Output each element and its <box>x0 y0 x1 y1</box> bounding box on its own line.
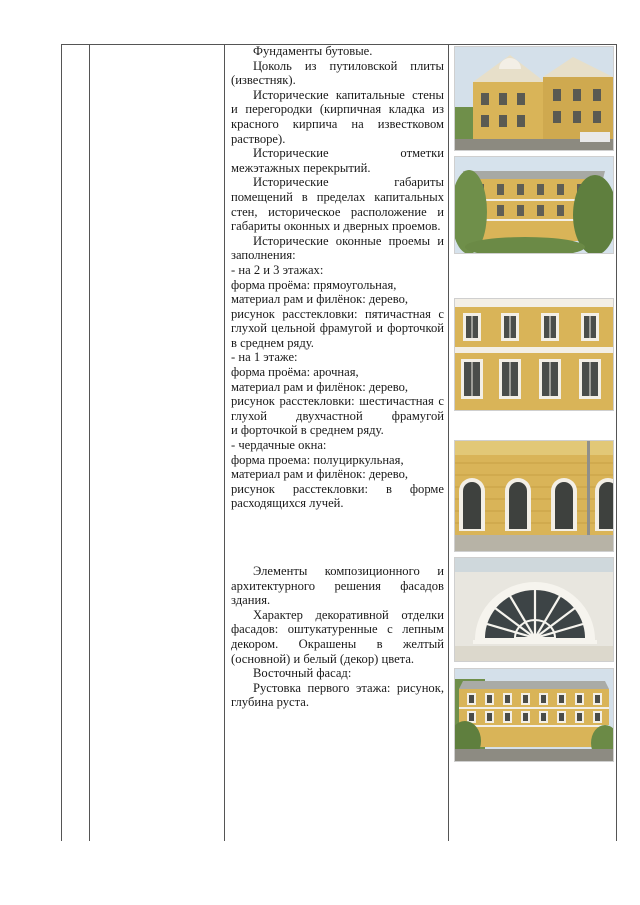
table-divider-1 <box>89 44 90 841</box>
room-dimensions-text: Исторические габариты помещений в пределах капитальных стен, историческое расположение и габариты оконных и дверных проемов. <box>231 175 444 234</box>
attic-heading: - чердачные окна: <box>231 438 327 453</box>
attic-pattern: рисунок расстекловки: в форме расходящихся лучей. <box>231 481 444 511</box>
floors-2-3-heading: - на 2 и 3 этажах: <box>231 262 324 277</box>
rustication-text: Рустовка первого этажа: рисунок, глубина руста. <box>231 680 444 710</box>
main-facade-photo <box>454 668 614 762</box>
foundations-text: Фундаменты бутовые. <box>253 44 373 58</box>
arched-windows-photo <box>454 440 614 552</box>
plinth-text: Цоколь из путиловской плиты (известняк). <box>231 58 444 88</box>
attic-form: форма проема: полуциркульная, <box>231 452 404 467</box>
section-spacer <box>231 511 444 564</box>
table-divider-3 <box>448 44 449 841</box>
attic-material: материал рам и филёнок: дерево, <box>231 467 409 482</box>
walls-text: Исторические капитальные стены и перегородки (кирпичная кладка из красного кирпича на известковом растворе). <box>231 87 444 146</box>
floor-levels-text: Исторические отметки межэтажных перекрытий. <box>231 146 444 175</box>
table-border-left <box>61 44 62 841</box>
facade-elements-text: Элементы композиционного и архитектурного решения фасадов здания. <box>231 564 444 608</box>
fan-window-photo <box>454 557 614 662</box>
east-facade-text: Восточный фасад: <box>253 666 352 681</box>
upper-windows-photo <box>454 298 614 411</box>
floor-1-heading: - на 1 этаже: <box>231 350 298 365</box>
description-cell <box>231 44 444 710</box>
corner-view-photo <box>454 46 614 151</box>
floor-1-pattern-end: и форточкой в среднем ряду. <box>231 423 384 438</box>
floor-1-material: материал рам и филёнок: дерево, <box>231 379 409 394</box>
floor-1-form: форма проёма: арочная, <box>231 365 359 380</box>
table-border-right <box>616 44 617 841</box>
floors-2-3-pattern: рисунок расстекловки: пятичастная с глухой цельной фрамугой и форточкой в среднем ряду. <box>231 306 444 350</box>
floor-1-pattern: рисунок расстекловки: шестичастная с глухой двухчастной фрамугой <box>231 394 444 423</box>
floors-2-3-form: форма проёма: прямоугольная, <box>231 277 397 292</box>
floors-2-3-material: материал рам и филёнок: дерево, <box>231 292 409 307</box>
decor-character-text: Характер декоративной отделки фасадов: оштукатуренные с лепным декором. Окрашены в желтый (основной) и белый (декор) цвета. <box>231 607 444 666</box>
table-divider-2 <box>224 44 225 841</box>
window-openings-text: Исторические оконные проемы и заполнения: <box>231 233 444 263</box>
facade-with-trees-photo <box>454 156 614 254</box>
